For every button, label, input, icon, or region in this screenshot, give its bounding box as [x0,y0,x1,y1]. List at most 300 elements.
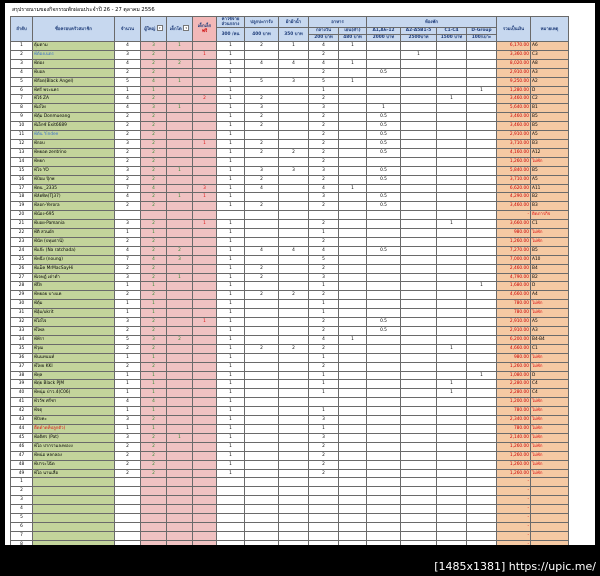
cell-note[interactable]: B1 [531,104,569,113]
cell-total[interactable]: 1,260.00 [497,451,531,460]
cell-r1[interactable] [367,389,401,398]
cell-no[interactable]: 37 [11,362,33,371]
cell-note[interactable]: ไม่พัก [531,451,569,460]
cell-r4[interactable] [467,389,497,398]
cell-fr[interactable] [193,371,217,380]
cell-r3[interactable] [437,398,467,407]
cell-total[interactable]: 8,020.00 [497,59,531,68]
cell-note[interactable]: ไม่พัก [531,229,569,238]
cell-r2[interactable] [401,211,437,220]
cell-name[interactable]: พี่โอ๋ไจ [33,318,115,327]
cell-sa[interactable] [279,380,309,389]
cell-r4[interactable] [467,451,497,460]
cell-cp[interactable]: 1 [217,77,245,86]
cell-sa[interactable] [279,460,309,469]
cell-total[interactable]: 6,620.00 [497,184,531,193]
cell-fr[interactable] [193,380,217,389]
cell-sa[interactable] [279,193,309,202]
cell-total[interactable]: 3,710.00 [497,175,531,184]
cell-fr[interactable] [193,344,217,353]
cell-cnt[interactable]: 1 [115,282,141,291]
cell-fr[interactable] [193,122,217,131]
cell-ad[interactable]: 2 [141,68,167,77]
cell-di[interactable] [339,264,367,273]
cell-r1[interactable]: 1 [367,104,401,113]
cell-note[interactable]: A5 [531,131,569,140]
cell-cp[interactable]: 1 [217,344,245,353]
cell-empty[interactable] [367,505,401,514]
cell-cnt[interactable]: 1 [115,407,141,416]
cell-sa[interactable] [279,335,309,344]
cell-note[interactable]: ไม่พัก [531,353,569,362]
cell-r2[interactable] [401,433,437,442]
cell-r2[interactable] [401,389,437,398]
cell-r2[interactable] [401,300,437,309]
cell-note[interactable]: A5 [531,175,569,184]
cell-no[interactable]: 4 [11,68,33,77]
table-row[interactable] [11,514,569,523]
cell-no[interactable]: 3 [11,496,33,505]
cell-note[interactable]: C2 [531,95,569,104]
cell-r3[interactable] [437,264,467,273]
cell-total[interactable]: 1,200.00 [497,398,531,407]
table-row[interactable] [11,95,569,104]
cell-r2[interactable] [401,460,437,469]
cell-lu[interactable]: 3 [309,273,339,282]
cell-lu[interactable]: 2 [309,264,339,273]
cell-r2[interactable] [401,344,437,353]
cell-di[interactable] [339,131,367,140]
cell-r3[interactable] [437,353,467,362]
cell-ad[interactable]: 2 [141,220,167,229]
cell-empty[interactable] [467,514,497,523]
cell-lu[interactable]: 1 [309,86,339,95]
cell-sa[interactable] [279,255,309,264]
cell-empty[interactable] [115,540,141,545]
cell-total[interactable]: 1,080.00 [497,371,531,380]
cell-tn[interactable]: 5 [245,77,279,86]
cell-empty[interactable] [115,487,141,496]
cell-r2[interactable] [401,469,437,478]
cell-lu[interactable]: 1 [309,353,339,362]
cell-ch[interactable] [167,95,193,104]
cell-r2[interactable] [401,424,437,433]
cell-no[interactable]: 11 [11,131,33,140]
cell-fr[interactable] [193,255,217,264]
cell-empty[interactable] [245,540,279,545]
cell-di[interactable] [339,273,367,282]
cell-r3[interactable] [437,59,467,68]
cell-empty[interactable] [437,478,467,487]
cell-name[interactable]: พี่เอ๋ไท [33,104,115,113]
cell-cp[interactable]: 1 [217,362,245,371]
cell-r4[interactable] [467,122,497,131]
cell-r2[interactable] [401,148,437,157]
cell-no[interactable]: 7 [11,95,33,104]
cell-di[interactable] [339,407,367,416]
cell-note[interactable]: ไม่พัก [531,442,569,451]
cell-sa[interactable] [279,407,309,416]
cell-cp[interactable]: 1 [217,220,245,229]
cell-fr[interactable] [193,175,217,184]
cell-note[interactable]: ไม่พัก [531,309,569,318]
cell-di[interactable] [339,282,367,291]
cell-lu[interactable]: 1 [309,389,339,398]
cell-empty[interactable] [245,514,279,523]
cell-cnt[interactable]: 1 [115,229,141,238]
cell-empty[interactable] [367,496,401,505]
cell-name[interactable]: พี่แจ๊ะ (Na ratchada) [33,246,115,255]
cell-tn[interactable] [245,353,279,362]
cell-r2[interactable] [401,229,437,238]
cell-ad[interactable]: 2 [141,157,167,166]
cell-lu[interactable]: 4 [309,335,339,344]
cell-di[interactable] [339,211,367,220]
cell-ch[interactable] [167,389,193,398]
cell-di[interactable] [339,255,367,264]
cell-ad[interactable]: 1 [141,353,167,362]
cell-note[interactable]: B5 [531,246,569,255]
cell-no[interactable]: 6 [11,522,33,531]
table-row[interactable] [11,229,569,238]
cell-sa[interactable] [279,122,309,131]
cell-note[interactable]: C4 [531,389,569,398]
cell-r2[interactable] [401,113,437,122]
cell-fr[interactable] [193,211,217,220]
cell-r3[interactable]: 1 [437,220,467,229]
cell-total[interactable]: 4,290.00 [497,193,531,202]
cell-cp[interactable]: 1 [217,166,245,175]
cell-fr[interactable] [193,424,217,433]
cell-r3[interactable] [437,416,467,425]
cell-di[interactable] [339,416,367,425]
cell-name[interactable]: พี่พีรา [33,335,115,344]
cell-r1[interactable] [367,264,401,273]
cell-empty[interactable] [217,540,245,545]
cell-total[interactable]: 3,460.00 [497,95,531,104]
cell-r3[interactable] [437,451,467,460]
cell-r2[interactable] [401,68,437,77]
cell-total[interactable]: 780.00 [497,300,531,309]
cell-r2[interactable] [401,371,437,380]
cell-ch[interactable] [167,229,193,238]
cell-cp[interactable] [217,211,245,220]
cell-ad[interactable]: 2 [141,318,167,327]
cell-r3[interactable] [437,86,467,95]
cell-tn[interactable] [245,157,279,166]
cell-ad[interactable]: 2 [141,166,167,175]
cell-total[interactable]: 7,270.00 [497,246,531,255]
table-row[interactable] [11,424,569,433]
cell-note[interactable]: A3 [531,327,569,336]
cell-fr[interactable] [193,42,217,51]
cell-cp[interactable]: 1 [217,255,245,264]
cell-ad[interactable]: 2 [141,237,167,246]
cell-empty[interactable] [217,531,245,540]
cell-ad[interactable]: 4 [141,255,167,264]
cell-empty[interactable] [245,478,279,487]
cell-name[interactable]: พี่นนทนนท์ [33,353,115,362]
cell-sa[interactable]: 2 [279,344,309,353]
cell-name[interactable]: พี่แม็ค MrMacSayHi [33,264,115,273]
cell-empty[interactable] [141,514,167,523]
table-row[interactable] [11,353,569,362]
cell-no[interactable]: 18 [11,193,33,202]
cell-sa[interactable] [279,95,309,104]
cell-tn[interactable] [245,229,279,238]
cell-ad[interactable]: 2 [141,291,167,300]
table-row[interactable] [11,407,569,416]
cell-lu[interactable]: 2 [309,122,339,131]
cell-no[interactable]: 9 [11,113,33,122]
cell-cnt[interactable]: 1 [115,389,141,398]
cell-sa[interactable] [279,424,309,433]
cell-r2[interactable] [401,264,437,273]
cell-no[interactable]: 44 [11,424,33,433]
cell-total[interactable]: 780.00 [497,424,531,433]
cell-ad[interactable]: 3 [141,104,167,113]
cell-fr[interactable]: 2 [193,95,217,104]
cell-name[interactable]: พี่ไพล [33,327,115,336]
cell-cnt[interactable]: 2 [115,460,141,469]
cell-empty[interactable] [401,531,437,540]
cell-r3[interactable] [437,407,467,416]
cell-empty[interactable] [467,540,497,545]
cell-di[interactable] [339,460,367,469]
cell-r4[interactable] [467,202,497,211]
cell-cnt[interactable]: 2 [115,68,141,77]
cell-note[interactable] [531,514,569,523]
cell-di[interactable] [339,442,367,451]
cell-r2[interactable] [401,380,437,389]
cell-cp[interactable]: 1 [217,148,245,157]
cell-r3[interactable] [437,318,467,327]
cell-empty[interactable] [401,514,437,523]
cell-fr[interactable] [193,433,217,442]
cell-ch[interactable] [167,353,193,362]
cell-note[interactable]: ติดภารกิจ [531,211,569,220]
cell-name[interactable] [33,540,115,545]
cell-empty[interactable] [167,505,193,514]
cell-lu[interactable]: 2 [309,175,339,184]
cell-no[interactable]: 8 [11,104,33,113]
cell-di[interactable] [339,389,367,398]
cell-no[interactable]: 32 [11,318,33,327]
cell-empty[interactable] [193,487,217,496]
cell-ad[interactable]: 2 [141,273,167,282]
cell-empty[interactable] [141,540,167,545]
cell-no[interactable]: 34 [11,335,33,344]
cell-name[interactable]: พี่วุฒ [33,344,115,353]
cell-cnt[interactable]: 3 [115,139,141,148]
cell-name[interactable]: พี่ตุ้ม [33,300,115,309]
cell-ad[interactable]: 1 [141,300,167,309]
cell-note[interactable]: B2 [531,193,569,202]
cell-cp[interactable]: 1 [217,59,245,68]
cell-r1[interactable] [367,211,401,220]
cell-lu[interactable]: 1 [309,424,339,433]
cell-di[interactable] [339,362,367,371]
cell-fr[interactable] [193,59,217,68]
cell-total[interactable]: 2,910.00 [497,318,531,327]
cell-lu[interactable]: 2 [309,131,339,140]
table-row[interactable] [11,237,569,246]
cell-r3[interactable] [437,442,467,451]
cell-ch[interactable] [167,68,193,77]
cell-fr[interactable] [193,273,217,282]
cell-r3[interactable] [437,139,467,148]
cell-ch[interactable]: 1 [167,433,193,442]
cell-r1[interactable] [367,380,401,389]
cell-sa[interactable] [279,229,309,238]
cell-r4[interactable] [467,42,497,51]
cell-ad[interactable]: 2 [141,327,167,336]
cell-sa[interactable]: 3 [279,166,309,175]
col-total[interactable]: รวมเป็นเงิน [497,17,531,42]
cell-total[interactable]: 2,910.00 [497,68,531,77]
cell-r3[interactable] [437,68,467,77]
cell-cp[interactable]: 1 [217,131,245,140]
cell-r2[interactable] [401,86,437,95]
table-row[interactable] [11,113,569,122]
cell-tn[interactable] [245,424,279,433]
cell-name[interactable] [33,514,115,523]
cell-r3[interactable] [437,184,467,193]
cell-empty[interactable] [141,522,167,531]
cell-sa[interactable] [279,398,309,407]
cell-total[interactable]: - [497,478,531,487]
table-row[interactable] [11,166,569,175]
cell-name[interactable]: พี่อุ้ม/ukrit [33,309,115,318]
cell-di[interactable] [339,220,367,229]
cell-ch[interactable] [167,220,193,229]
cell-r3[interactable] [437,300,467,309]
cell-r1[interactable] [367,353,401,362]
cell-di[interactable] [339,237,367,246]
cell-ad[interactable]: 2 [141,416,167,425]
cell-cnt[interactable]: 2 [115,451,141,460]
cell-empty[interactable] [167,540,193,545]
cell-r3[interactable] [437,424,467,433]
cell-cp[interactable]: 1 [217,273,245,282]
cell-empty[interactable] [217,505,245,514]
cell-r1[interactable]: 0.5 [367,193,401,202]
cell-name[interactable]: พี่โจ้ ZA [33,95,115,104]
cell-fr[interactable] [193,68,217,77]
cell-r2[interactable] [401,442,437,451]
cell-r3[interactable] [437,335,467,344]
cell-r3[interactable] [437,122,467,131]
cell-lu[interactable]: 1 [309,229,339,238]
cell-cp[interactable]: 1 [217,175,245,184]
cell-tn[interactable] [245,300,279,309]
cell-cp[interactable]: 1 [217,300,245,309]
table-row[interactable] [11,50,569,59]
cell-fr[interactable] [193,104,217,113]
cell-cp[interactable]: 1 [217,264,245,273]
cell-ad[interactable]: 1 [141,380,167,389]
cell-ad[interactable]: 2 [141,344,167,353]
cell-di[interactable] [339,139,367,148]
cell-ch[interactable] [167,398,193,407]
cell-r2[interactable] [401,416,437,425]
cell-di[interactable] [339,157,367,166]
cell-note[interactable]: B5 [531,166,569,175]
cell-empty[interactable] [217,478,245,487]
cell-empty[interactable] [401,487,437,496]
cell-di[interactable]: 1 [339,77,367,86]
cell-fr[interactable] [193,389,217,398]
cell-ch[interactable] [167,344,193,353]
cell-note[interactable]: A4 [531,291,569,300]
cell-empty[interactable] [217,514,245,523]
cell-total[interactable]: 4,660.00 [497,291,531,300]
cell-sa[interactable] [279,282,309,291]
cell-r4[interactable] [467,220,497,229]
cell-cnt[interactable]: 1 [115,380,141,389]
cell-r1[interactable] [367,398,401,407]
cell-r1[interactable] [367,157,401,166]
cell-r1[interactable] [367,59,401,68]
cell-name[interactable]: พี่หยก [33,157,115,166]
cell-empty[interactable] [437,540,467,545]
cell-di[interactable]: 1 [339,335,367,344]
cell-cnt[interactable]: 2 [115,113,141,122]
cell-empty[interactable] [437,514,467,523]
cell-total[interactable]: 9,250.00 [497,77,531,86]
cell-sa[interactable] [279,220,309,229]
cell-no[interactable]: 31 [11,309,33,318]
cell-di[interactable] [339,300,367,309]
cell-cp[interactable]: 1 [217,424,245,433]
cell-ad[interactable]: 2 [141,264,167,273]
table-row[interactable] [11,175,569,184]
cell-sa[interactable] [279,157,309,166]
cell-di[interactable]: 1 [339,59,367,68]
cell-r1[interactable] [367,282,401,291]
cell-ch[interactable] [167,309,193,318]
cell-note[interactable]: ไม่พัก [531,460,569,469]
cell-empty[interactable] [437,505,467,514]
cell-tn[interactable]: 4 [245,184,279,193]
cell-cp[interactable]: 1 [217,309,245,318]
cell-cp[interactable]: 1 [217,291,245,300]
cell-r4[interactable] [467,380,497,389]
cell-ch[interactable] [167,264,193,273]
cell-di[interactable] [339,229,367,238]
table-row[interactable] [11,460,569,469]
cell-di[interactable] [339,50,367,59]
cell-r1[interactable] [367,77,401,86]
cell-lu[interactable]: 2 [309,139,339,148]
col-rooms[interactable]: ห้องพัก [367,17,497,28]
cell-r2[interactable] [401,184,437,193]
cell-no[interactable]: 16 [11,175,33,184]
cell-lu[interactable] [309,211,339,220]
cell-empty[interactable] [115,478,141,487]
cell-tn[interactable] [245,362,279,371]
cell-cp[interactable]: 1 [217,460,245,469]
cell-cnt[interactable]: 4 [115,59,141,68]
cell-lu[interactable]: 4 [309,184,339,193]
cell-lu[interactable]: 2 [309,442,339,451]
cell-r1[interactable]: 0.5 [367,139,401,148]
cell-name[interactable]: พี่โอ ปากรามลงทองง [33,442,115,451]
cell-r2[interactable] [401,327,437,336]
cell-r1[interactable] [367,309,401,318]
cell-total[interactable]: 7,000.00 [497,255,531,264]
cell-no[interactable]: 1 [11,478,33,487]
